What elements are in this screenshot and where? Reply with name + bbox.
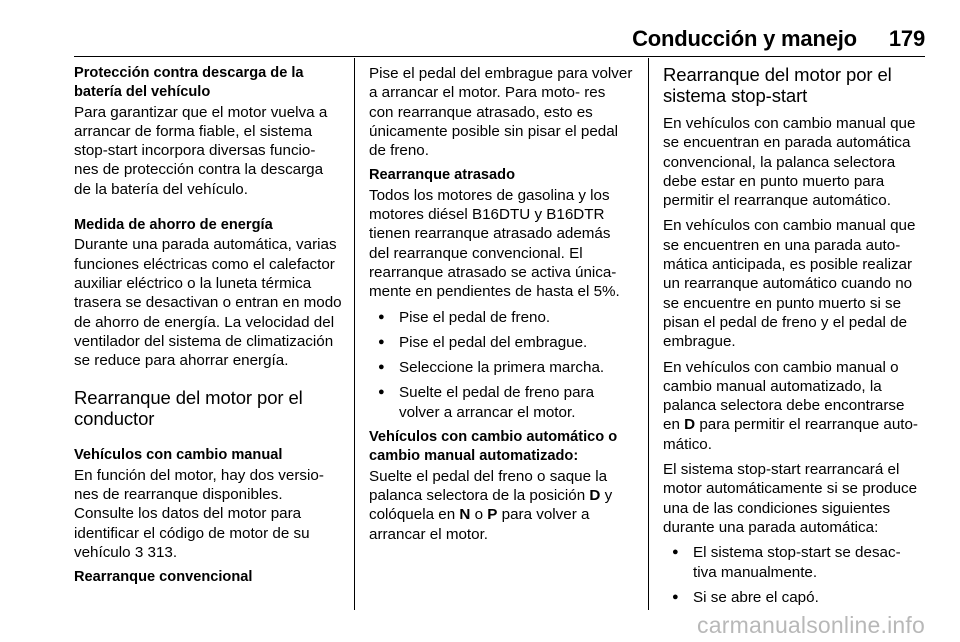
paragraph-manual-transmission xyxy=(74,466,344,562)
header-rule xyxy=(74,56,925,57)
list-item: ● Si se abre el capó. xyxy=(663,588,925,607)
list-item: ● Seleccione la primera marcha. xyxy=(369,358,634,377)
list-item: ● El sistema stop-start se desac- tiva manualmente. xyxy=(663,543,925,582)
paragraph-delayed-restart: Todos los motores de gasolina y los motores diésel B16DTU y B16DTR tienen rearranque atrasado además del rearranque convencional. El rearranque atrasado se activa única- mente en pendientes de hasta el 5%. xyxy=(369,186,620,301)
paragraph-battery-protection: Para garantizar que el motor vuelva a arrancar de forma fiable, el sistema stop-start incorpora diversas funcio- nes de protección contra la descarga de la batería del vehículo. xyxy=(74,103,328,198)
column-1 xyxy=(74,64,344,588)
text: o xyxy=(474,506,484,524)
heading-battery-protection: Protección contra descarga de la batería del vehículo xyxy=(74,65,304,101)
list-item: ● Pise el pedal de freno. xyxy=(369,308,634,327)
text: Suelte el pedal del freno o saque la palanca selectora de la posición xyxy=(369,467,608,504)
heading-conventional-restart: Rearranque convencional xyxy=(74,569,253,586)
gear-p: P xyxy=(487,506,498,524)
section-title-driver-restart: Rearranque del motor por el conductor xyxy=(74,387,303,430)
column-3 xyxy=(663,64,925,607)
heading-automatic-transmission: Vehículos con cambio automático o cambio manual automatizado: xyxy=(369,429,618,465)
gear-d: D xyxy=(589,486,601,504)
paragraph-automatic-transmission xyxy=(369,467,634,544)
conditions-list xyxy=(663,543,925,607)
paragraph-neutral: En vehículos con cambio manual que se encuentran en parada automática convencional, la palanca selectora debe estar en punto muerto para permitir el rearranque automático. xyxy=(663,115,916,210)
heading-energy-saving: Medida de ahorro de energía xyxy=(74,217,273,234)
page-reference-link[interactable]: 313. xyxy=(147,543,178,561)
steps-list xyxy=(369,308,634,422)
section-title-system-restart: Rearranque del motor por el sistema stop-start xyxy=(663,64,892,106)
paragraph-conditions: El sistema stop-start rearrancará el motor automáticamente si se produce una de las condiciones siguientes durante una parada automática: xyxy=(663,461,918,536)
text: para volver a arrancar el motor. xyxy=(369,506,590,543)
paragraph-text: En función del motor, hay dos versio- nes de rearranque disponibles. Consulte los datos del motor para identificar el código de motor de su vehículo xyxy=(74,466,324,561)
gear-d: D xyxy=(684,416,696,434)
page-number: 179 xyxy=(888,26,925,51)
text: para permitir el rearranque auto- mático. xyxy=(663,416,918,453)
gear-n: N xyxy=(459,506,471,524)
list-item: ● Suelte el pedal de freno para volver a arrancar el motor. xyxy=(369,383,634,422)
paragraph-clutch-restart: Pise el pedal del embrague para volver a arrancar el motor. Para moto- res con rearranque atrasado, esto es únicamente posible sin pisar el pedal de freno. xyxy=(369,65,633,160)
heading-delayed-restart: Rearranque atrasado xyxy=(369,167,515,184)
paragraph-anticipated-stop: En vehículos con cambio manual que se encuentren en una parada auto- mática anticipada, es posible realizar un rearranque automático cuando no se encuentre en punto muerto si se pisan el pedal de freno y el pedal de embrague. xyxy=(663,217,916,351)
page-reference-icon: 3 xyxy=(134,543,144,561)
paragraph-automated-manual xyxy=(663,358,925,454)
section-title: Conducción y manejo xyxy=(632,26,857,51)
column-divider-2 xyxy=(648,58,649,610)
column-divider-1 xyxy=(354,58,355,610)
paragraph-energy-saving: Durante una parada automática, varias funciones eléctricas como el calefactor auxiliar eléctrico o la luneta térmica trasera se desactivan o entran en modo de ahorro de energía. La velocidad del ventilador del sistema de climatización se reduce para ahorrar energía. xyxy=(74,236,342,370)
text: En vehículos con cambio manual o cambio manual automatizado, la palanca selectora debe encontrarse en xyxy=(663,358,905,434)
heading-manual-transmission: Vehículos con cambio manual xyxy=(74,447,283,464)
list-item: ● Pise el pedal del embrague. xyxy=(369,333,634,352)
column-2 xyxy=(369,64,634,544)
watermark: carmanualsonline.info xyxy=(697,612,925,638)
text: y colóquela en xyxy=(369,486,613,524)
page-header xyxy=(632,26,925,52)
